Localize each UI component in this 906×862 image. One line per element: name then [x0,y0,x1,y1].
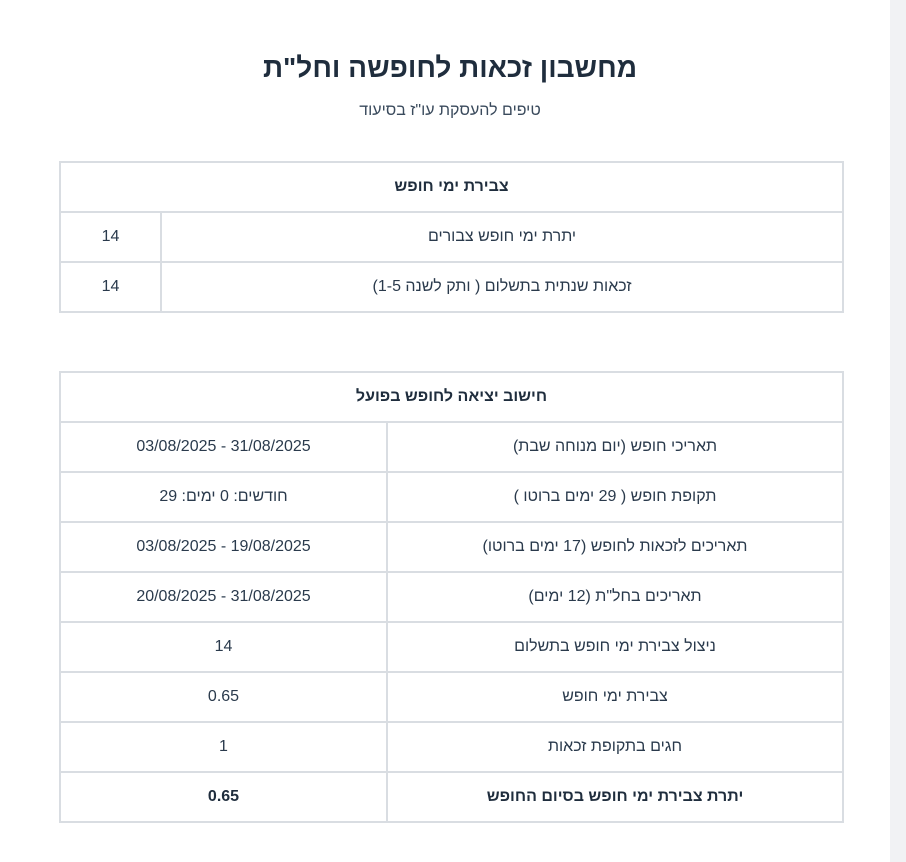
table-row [60,472,843,522]
accumulation-table [59,161,844,313]
accumulation-table-heading: צבירת ימי חופש [60,162,843,212]
scrollbar-track[interactable] [890,0,906,862]
table-row-total [60,772,843,822]
row-label: ניצול צבירת ימי חופש בתשלום [387,622,843,672]
row-value: 0.65 [60,672,387,722]
page-subtitle: טיפים להעסקת עו"ז בסיעוד [359,102,541,119]
row-value: 1 [60,722,387,772]
row-label: חגים בתקופת זכאות [387,722,843,772]
table-row [60,262,843,312]
row-label: תאריכים לזכאות לחופש (17 ימים ברוטו) [387,522,843,572]
table-row [60,622,843,672]
row-value: 14 [60,262,161,312]
row-label: צבירת ימי חופש [387,672,843,722]
calculation-table [59,371,844,823]
row-value: 20/08/2025 - 31/08/2025 [60,572,387,622]
table-row [60,212,843,262]
page-title: מחשבון זכאות לחופשה וחל"ת [262,52,638,83]
row-value: 03/08/2025 - 31/08/2025 [60,422,387,472]
row-value: 03/08/2025 - 19/08/2025 [60,522,387,572]
row-label: יתרת צבירת ימי חופש בסיום החופש [387,772,843,822]
table-row [60,572,843,622]
row-value: חודשים: 0 ימים: 29 [60,472,387,522]
table-row [60,522,843,572]
row-value: 0.65 [60,772,387,822]
row-label: תאריכי חופש (יום מנוחה שבת) [387,422,843,472]
row-label: זכאות שנתית בתשלום ( ותק לשנה 1-5) [161,262,843,312]
row-value: 14 [60,212,161,262]
table-row [60,422,843,472]
calculation-table-heading: חישוב יציאה לחופש בפועל [60,372,843,422]
table-header-row [60,372,843,422]
row-value: 14 [60,622,387,672]
row-label: תקופת חופש ( 29 ימים ברוטו ) [387,472,843,522]
row-label: תאריכים בחל"ת (12 ימים) [387,572,843,622]
table-header-row [60,162,843,212]
table-row [60,672,843,722]
table-row [60,722,843,772]
row-label: יתרת ימי חופש צבורים [161,212,843,262]
